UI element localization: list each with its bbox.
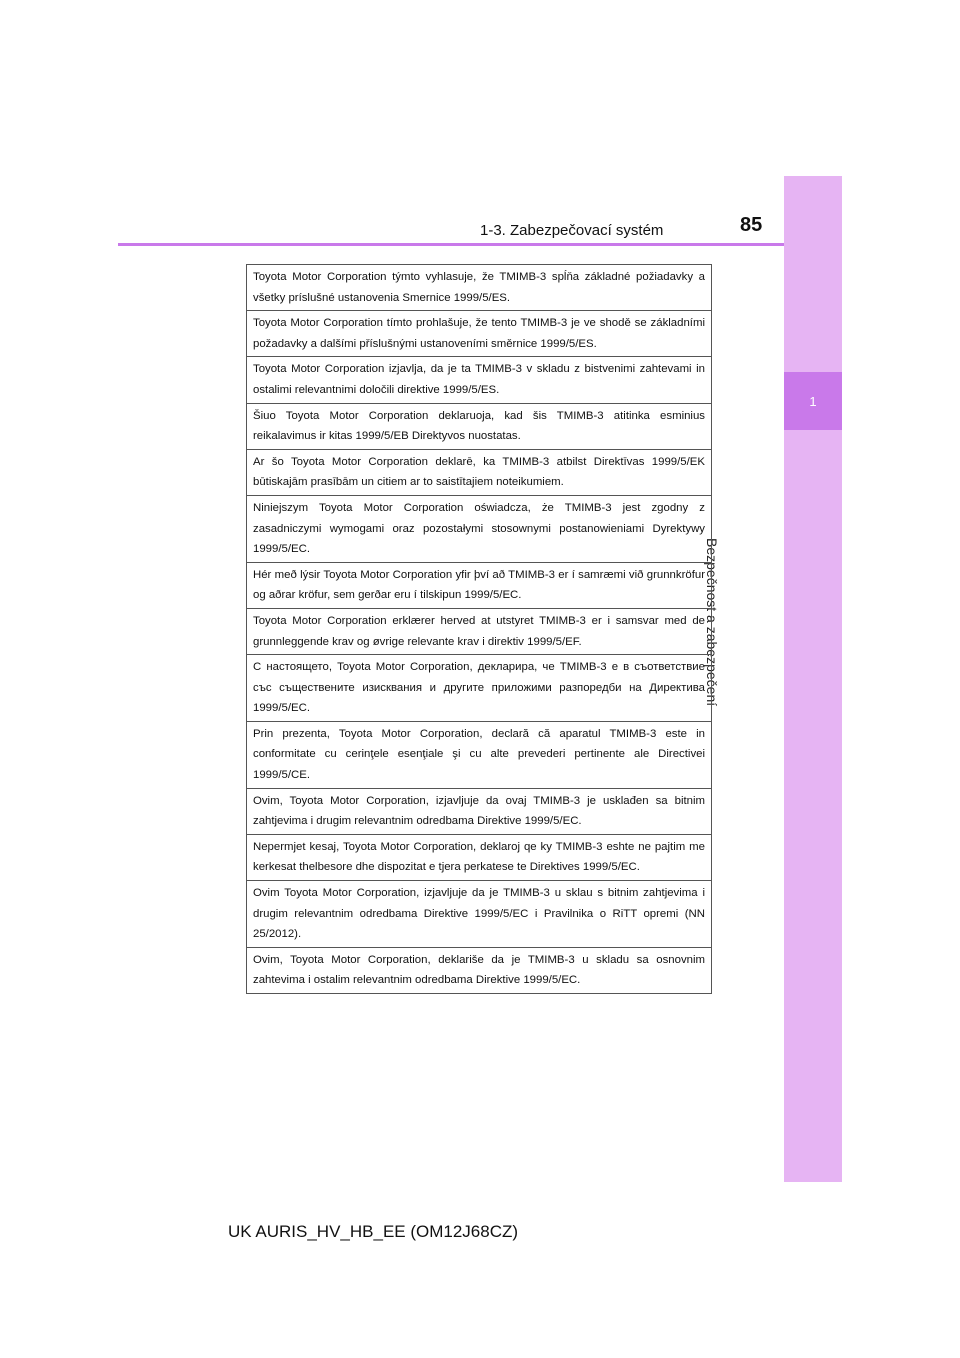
table-row <box>247 834 712 880</box>
declaration-cell: Niniejszym Toyota Motor Corporation oświadcza, że TMIMB-3 jest zgodny z zasadniczymi wymogami oraz pozostałymi stosownymi postanowieniami Dyrektywy 1999/5/EC. <box>247 495 712 562</box>
table-row <box>247 495 712 562</box>
declaration-cell: Ovim, Toyota Motor Corporation, izjavljuje da ovaj TMIMB-3 je usklađen sa bitnim zahtjevima i drugim relevantnim odredbama Direktive 1999/5/EC. <box>247 788 712 834</box>
header-divider <box>118 243 784 246</box>
table-row <box>247 788 712 834</box>
table-row <box>247 881 712 948</box>
page-number: 85 <box>740 214 763 236</box>
table-row <box>247 562 712 608</box>
declaration-cell: Nepermjet kesaj, Toyota Motor Corporation, deklaroj qe ky TMIMB-3 eshte ne pajtim me kerkesat thelbesore dhe dispozitat e tjera perkatese te Direktives 1999/5/EC. <box>247 834 712 880</box>
table-row <box>247 449 712 495</box>
chapter-side-tab <box>784 176 842 1182</box>
table-row <box>247 947 712 993</box>
table-row <box>247 311 712 357</box>
table-row <box>247 608 712 654</box>
chapter-label: Bezpečnost a zabezpečení <box>704 538 720 707</box>
declaration-cell: Toyota Motor Corporation erklærer herved at utstyret TMIMB-3 er i samsvar med de grunnleggende krav og øvrige relevante krav i direktiv 1999/5/EF. <box>247 608 712 654</box>
table-row <box>247 357 712 403</box>
table-row <box>247 403 712 449</box>
table-row <box>247 265 712 311</box>
declaration-cell: Šiuo Toyota Motor Corporation deklaruoja, kad šis TMIMB-3 atitinka esminius reikalavimus ir kitas 1999/5/EB Direktyvos nuostatas. <box>247 403 712 449</box>
chapter-number-badge: 1 <box>784 372 842 430</box>
declaration-cell: Ovim Toyota Motor Corporation, izjavljuje da je TMIMB-3 u sklau s bitnim zahtjevima i drugim relevantnim odredbama Direktive 1999/5/EC i Pravilnika o RiTT opremi (NN 25/2012). <box>247 881 712 948</box>
table-row <box>247 721 712 788</box>
declaration-cell: Toyota Motor Corporation izjavlja, da je ta TMIMB-3 v skladu z bistvenimi zahtevami in ostalimi relevantnimi določili direktive 1999/5/ES. <box>247 357 712 403</box>
declaration-table <box>246 264 712 994</box>
declaration-cell: Ovim, Toyota Motor Corporation, deklariše da je TMIMB-3 u skladu sa osnovnim zahtevima i ostalim relevantnim odredbama Direktive 1999/5/EC. <box>247 947 712 993</box>
declaration-cell: Toyota Motor Corporation tímto prohlašuje, že tento TMIMB-3 je ve shodě se základními požadavky a dalšími příslušnými ustanoveními směrnice 1999/5/ES. <box>247 311 712 357</box>
declaration-cell: Hér með lýsir Toyota Motor Corporation yfir því að TMIMB-3 er í samræmi við grunnkröfur og aðrar kröfur, sem gerðar eru í tilskipun 1999/5/EC. <box>247 562 712 608</box>
declaration-cell: С настоящето, Toyota Motor Corporation, декларира, че TMIMB-3 е в съответствие със съществените изисквания и другите приложими разпоредби на Директива 1999/5/ЕС. <box>247 655 712 722</box>
declaration-cell: Prin prezenta, Toyota Motor Corporation, declară că aparatul TMIMB-3 este in conformitate cu cerinţele esenţiale şi cu alte prevederi pertinente ale Directivei 1999/5/CE. <box>247 721 712 788</box>
section-title: 1-3. Zabezpečovací systém <box>480 222 664 239</box>
document-code: UK AURIS_HV_HB_EE (OM12J68CZ) <box>228 1222 519 1241</box>
table-row <box>247 655 712 722</box>
declaration-cell: Toyota Motor Corporation týmto vyhlasuje, že TMIMB-3 spĺňa základné požiadavky a všetky príslušné ustanovenia Smernice 1999/5/ES. <box>247 265 712 311</box>
declaration-cell: Ar šo Toyota Motor Corporation deklarē, ka TMIMB-3 atbilst Direktīvas 1999/5/EK būtiskajām prasībām un citiem ar to saistītajiem noteikumiem. <box>247 449 712 495</box>
